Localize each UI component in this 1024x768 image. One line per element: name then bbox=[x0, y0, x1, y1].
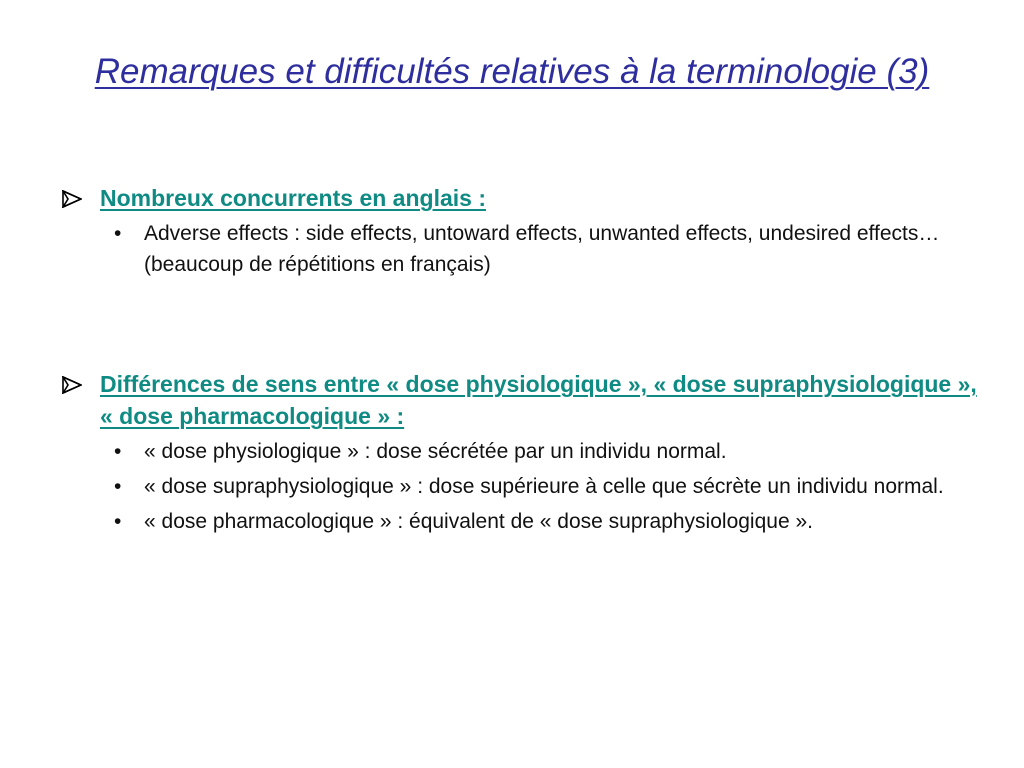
bullet-dot-icon: • bbox=[114, 475, 122, 498]
arrow-bullet-icon bbox=[62, 190, 82, 208]
section-heading bbox=[60, 368, 980, 432]
list-item-text: « dose physiologique » : dose sécrétée par un individu normal. bbox=[144, 440, 727, 463]
slide-content bbox=[60, 182, 980, 537]
slide-title: Remarques et difficultés relatives à la terminologie (3) bbox=[94, 52, 930, 91]
list-item bbox=[114, 506, 980, 537]
bullet-dot-icon: • bbox=[114, 510, 122, 533]
section-heading-text: Nombreux concurrents en anglais : bbox=[100, 185, 486, 211]
section-heading-text: Différences de sens entre « dose physiologique », « dose supraphysiologique », « dose pharmacologique » : bbox=[100, 371, 977, 429]
bullet-dot-icon: • bbox=[114, 440, 122, 463]
list-item-text: « dose supraphysiologique » : dose supérieure à celle que sécrète un individu normal. bbox=[144, 475, 944, 498]
list-item-text: « dose pharmacologique » : équivalent de « dose supraphysiologique ». bbox=[144, 510, 813, 533]
arrow-bullet-icon bbox=[62, 376, 82, 394]
list-item-text: Adverse effects : side effects, untoward effects, unwanted effects, undesired effects… (beaucoup de répétitions en français) bbox=[144, 222, 940, 276]
bullet-dot-icon: • bbox=[114, 222, 122, 245]
list-item bbox=[114, 436, 980, 467]
section-heading bbox=[60, 182, 980, 214]
list-item bbox=[114, 471, 980, 502]
list-item bbox=[114, 218, 980, 280]
